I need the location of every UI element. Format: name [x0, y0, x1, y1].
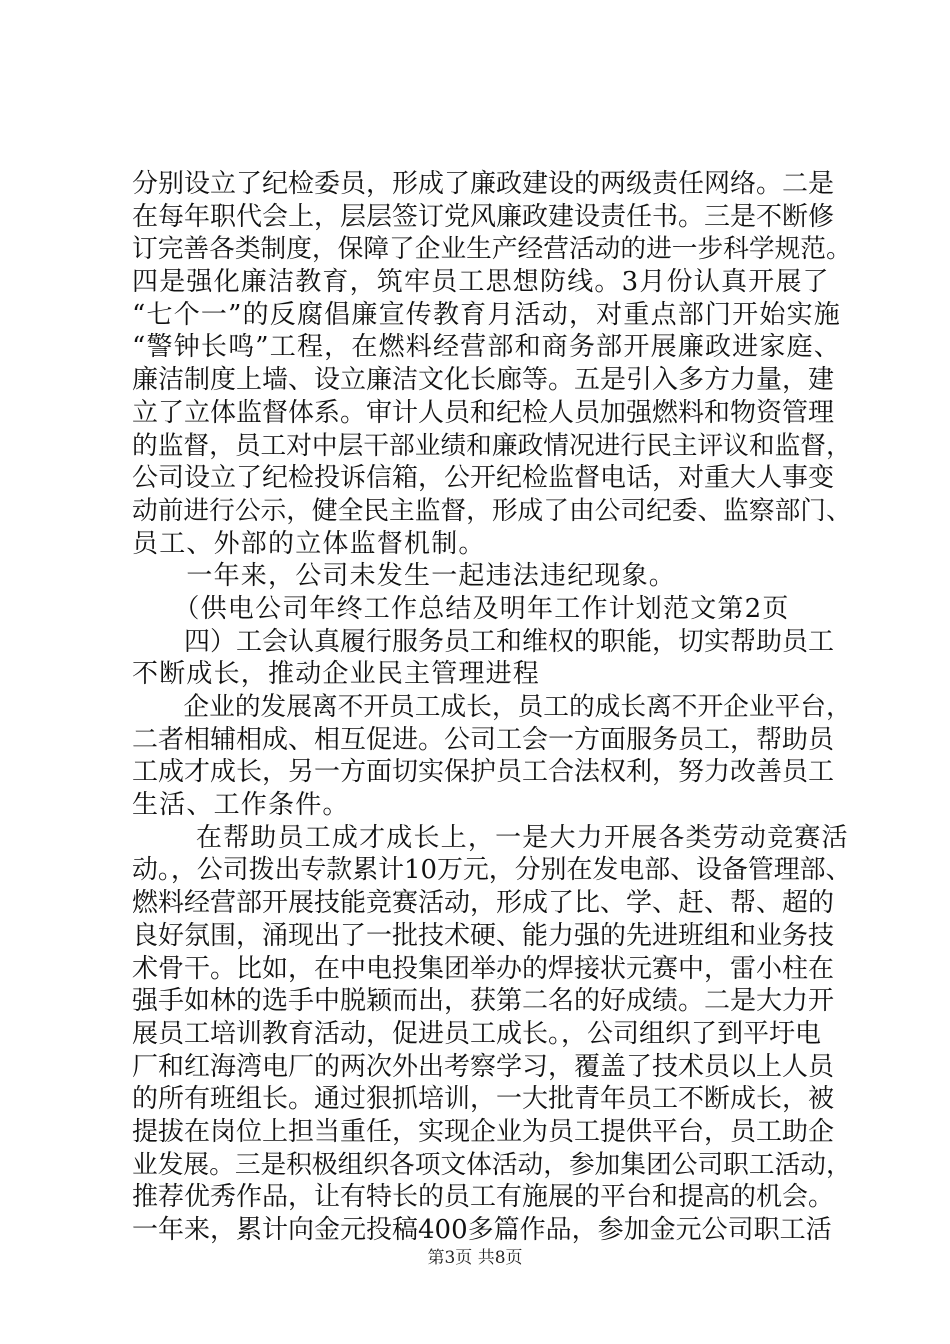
text-line: （供电公司年终工作总结及明年工作计划范文第2页	[132, 593, 790, 624]
text-line: 动。，公司拨出专款累计10万元，分别在发电部、设备管理部、	[132, 855, 852, 886]
text-line: 推荐优秀作品，让有特长的员工有施展的平台和提高的机会。	[132, 1182, 835, 1213]
text-line: 动前进行公示，健全民主监督，形成了由公司纪委、监察部门、	[132, 495, 852, 526]
text-line: 员工、外部的立体监督机制。	[132, 528, 486, 559]
page-footer: 第3页 共8页	[427, 1248, 523, 1268]
text-line: 的监督，员工对中层干部业绩和廉政情况进行民主评议和监督，	[132, 430, 852, 461]
text-line: 廉洁制度上墙、设立廉洁文化长廊等。五是引入多方力量，建	[132, 365, 835, 396]
text-line: 工成才成长，另一方面切实保护员工合法权利，努力改善员工	[132, 757, 835, 788]
text-line: 分别设立了纪检委员，形成了廉政建设的两级责任网络。二是	[132, 169, 835, 199]
text-line: 燃料经营部开展技能竞赛活动，形成了比、学、赶、帮、超的	[132, 888, 835, 919]
text-line: 生活、工作条件。	[132, 790, 350, 821]
text-line: 在帮助员工成才成长上，一是大力开展各类劳动竞赛活	[132, 822, 849, 853]
text-line: 企业的发展离不开员工成长，员工的成长离不开企业平台，	[132, 692, 852, 722]
text-line: 厂和红海湾电厂的两次外出考察学习，覆盖了技术员以上人员	[132, 1051, 835, 1082]
text-line: 二者相辅相成、相互促进。公司工会一方面服务员工，帮助员	[132, 724, 835, 755]
text-line: “警钟长鸣”工程，在燃料经营部和商务部开展廉政进家庭、	[132, 332, 841, 363]
text-line: 强手如林的选手中脱颖而出，获第二名的好成绩。二是大力开	[132, 986, 835, 1017]
text-line: “七个一”的反腐倡廉宣传教育月活动，对重点部门开始实施	[132, 299, 841, 330]
text-line: 立了立体监督体系。审计人员和纪检人员加强燃料和物资管理	[132, 397, 835, 428]
text-line: 不断成长，推动企业民主管理进程	[132, 659, 541, 690]
text-line: 提拔在岗位上担当重任，实现企业为员工提供平台，员工助企	[132, 1116, 835, 1147]
body-text	[132, 168, 852, 1247]
text-line: 一年来，公司未发生一起违法违纪现象。	[132, 561, 677, 592]
text-line: 良好氛围，涌现出了一批技术硬、能力强的先进班组和业务技	[132, 920, 835, 951]
text-line: 的所有班组长。通过狠抓培训，一大批青年员工不断成长，被	[132, 1084, 835, 1115]
text-line: 展员工培训教育活动，促进员工成长。，公司组织了到平圩电	[132, 1018, 822, 1049]
text-line: 四是强化廉洁教育，筑牢员工思想防线。3月份认真开展了	[132, 267, 830, 298]
text-line: 订完善各类制度，保障了企业生产经营活动的进一步科学规范。	[132, 234, 852, 265]
text-line: 在每年职代会上，层层签订党风廉政建设责任书。三是不断修	[132, 201, 835, 232]
text-line: 公司设立了纪检投诉信箱，公开纪检监督电话，对重大人事变	[132, 463, 835, 494]
text-line: 四）工会认真履行服务员工和维权的职能，切实帮助员工	[132, 626, 835, 657]
text-line: 业发展。三是积极组织各项文体活动，参加集团公司职工活动，	[132, 1149, 852, 1180]
text-line: 一年来，累计向金元投稿400多篇作品，参加金元公司职工活	[132, 1215, 832, 1245]
text-line: 术骨干。比如，在中电投集团举办的焊接状元赛中，雷小柱在	[132, 953, 835, 984]
